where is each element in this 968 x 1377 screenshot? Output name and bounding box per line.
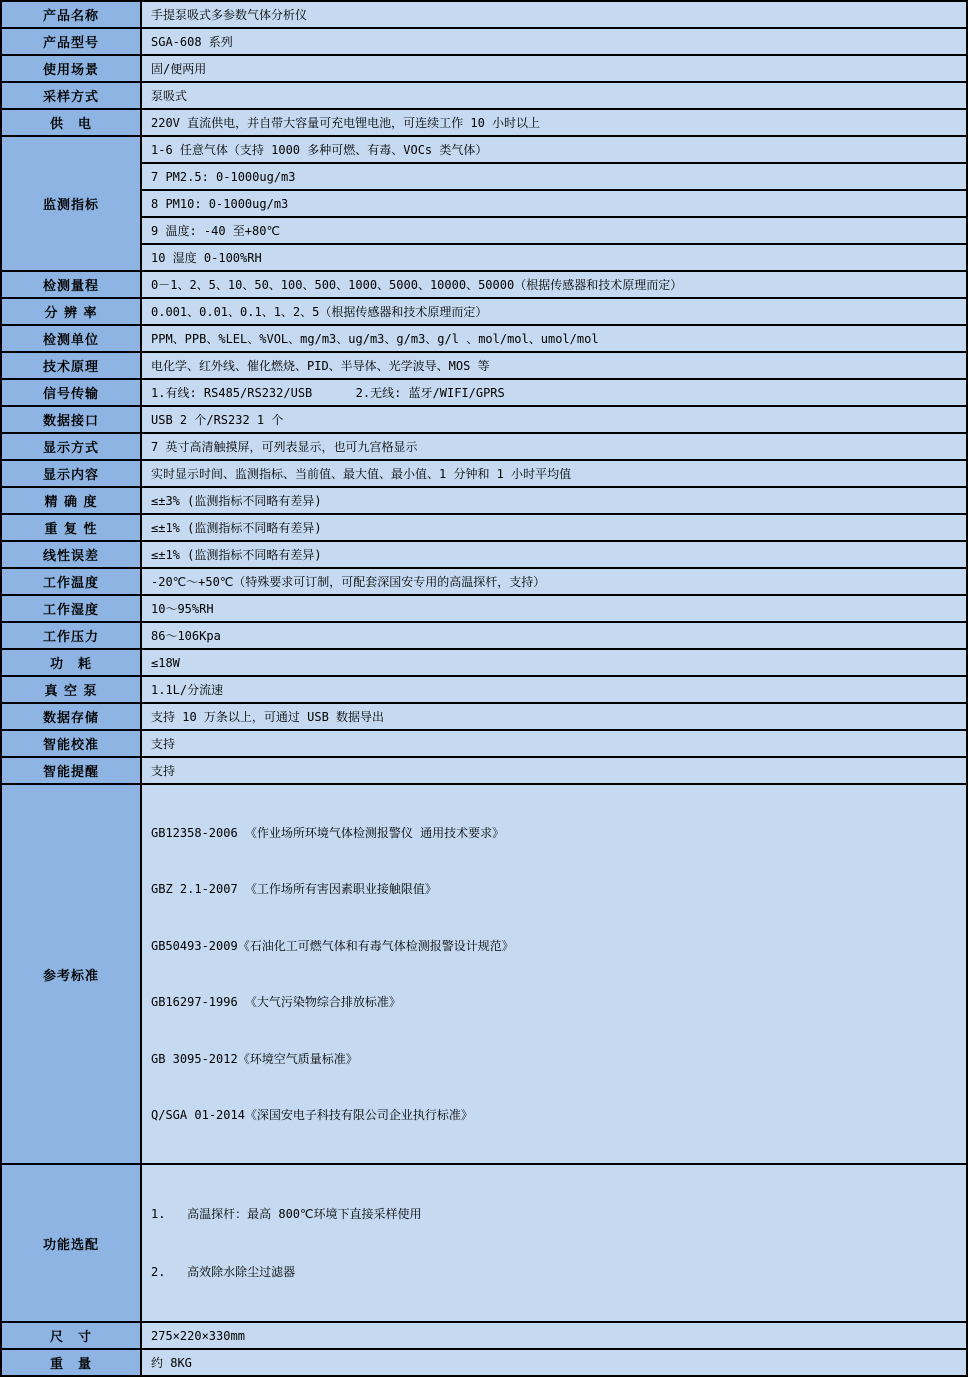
standard-line: GBZ 2.1-2007 《工作场所有害因素职业接触限值》: [151, 882, 437, 897]
display-mode-value: 7 英寸高清触摸屏，可列表显示，也可九宫格显示: [141, 433, 967, 460]
working-pressure-label: 工作压力: [1, 622, 141, 649]
working-pressure-value: 86～106Kpa: [141, 622, 967, 649]
standard-line: GB16297-1996 《大气污染物综合排放标准》: [151, 995, 401, 1010]
row-product-name: [1, 1, 967, 28]
data-interface-label: 数据接口: [1, 406, 141, 433]
reference-standards-label: 参考标准: [1, 784, 141, 1164]
product-model-label: 产品型号: [1, 28, 141, 55]
smart-reminder-value: 支持: [141, 757, 967, 784]
row-display-content: [1, 460, 967, 487]
monitoring-pm10-value: 8 PM10: 0-1000ug/m3: [141, 190, 967, 217]
detection-range-value: 0－1、2、5、10、50、100、500、1000、5000、10000、50000（根据传感器和技术原理而定）: [141, 271, 967, 298]
row-display-mode: [1, 433, 967, 460]
monitoring-humidity-value: 10 湿度 0-100%RH: [141, 244, 967, 271]
standard-line: GB50493-2009《石油化工可燃气体和有毒气体检测报警设计规范》: [151, 938, 514, 953]
row-monitoring-humidity: [1, 244, 967, 271]
sampling-method-label: 采样方式: [1, 82, 141, 109]
vacuum-pump-value: 1.1L/分流速: [141, 676, 967, 703]
monitoring-indicators-label: 监测指标: [1, 136, 141, 271]
product-name-value: 手提泵吸式多参数气体分析仪: [141, 1, 967, 28]
row-working-humidity: [1, 595, 967, 622]
optional-functions-value: [141, 1164, 967, 1322]
dimensions-value: 275×220×330mm: [141, 1322, 967, 1349]
row-technical-principle: [1, 352, 967, 379]
row-monitoring-pm25: [1, 163, 967, 190]
power-supply-value: 220V 直流供电，并自带大容量可充电锂电池，可连续工作 10 小时以上: [141, 109, 967, 136]
display-content-label: 显示内容: [1, 460, 141, 487]
row-resolution: [1, 298, 967, 325]
row-dimensions: [1, 1322, 967, 1349]
sampling-method-value: 泵吸式: [141, 82, 967, 109]
smart-calibration-label: 智能校准: [1, 730, 141, 757]
technical-principle-label: 技术原理: [1, 352, 141, 379]
row-sampling-method: [1, 82, 967, 109]
working-temperature-value: -20℃～+50℃（特殊要求可订制，可配套深国安专用的高温探杆，支持）: [141, 568, 967, 595]
row-working-temperature: [1, 568, 967, 595]
row-accuracy: [1, 487, 967, 514]
resolution-value: 0.001、0.01、0.1、1、2、5（根据传感器和技术原理而定）: [141, 298, 967, 325]
display-content-value: 实时显示时间、监测指标、当前值、最大值、最小值、1 分钟和 1 小时平均值: [141, 460, 967, 487]
row-optional-functions: [1, 1164, 967, 1322]
detection-unit-label: 检测单位: [1, 325, 141, 352]
detection-unit-value: PPM、PPB、%LEL、%VOL、mg/m3、ug/m3、g/m3、g/l 、mol/mol、umol/mol: [141, 325, 967, 352]
row-smart-reminder: [1, 757, 967, 784]
weight-label: 重 量: [1, 1349, 141, 1376]
working-humidity-value: 10～95%RH: [141, 595, 967, 622]
repeatability-value: ≤±1% (监测指标不同略有差异): [141, 514, 967, 541]
row-repeatability: [1, 514, 967, 541]
product-model-value: SGA-608 系列: [141, 28, 967, 55]
power-supply-label: 供 电: [1, 109, 141, 136]
power-consumption-label: 功 耗: [1, 649, 141, 676]
smart-reminder-label: 智能提醒: [1, 757, 141, 784]
dimensions-label: 尺 寸: [1, 1322, 141, 1349]
display-mode-label: 显示方式: [1, 433, 141, 460]
row-reference-standards: [1, 784, 967, 1164]
option-line: 1. 高温探杆：最高 800℃环境下直接采样使用: [151, 1207, 422, 1222]
reference-standards-value: [141, 784, 967, 1164]
vacuum-pump-label: 真 空 泵: [1, 676, 141, 703]
working-temperature-label: 工作温度: [1, 568, 141, 595]
row-vacuum-pump: [1, 676, 967, 703]
standard-line: GB12358-2006 《作业场所环境气体检测报警仪 通用技术要求》: [151, 826, 505, 840]
linearity-error-value: ≤±1% (监测指标不同略有差异): [141, 541, 967, 568]
signal-transmission-value: 1.有线: RS485/RS232/USB 2.无线: 蓝牙/WIFI/GPRS: [141, 379, 967, 406]
row-data-storage: [1, 703, 967, 730]
weight-value: 约 8KG: [141, 1349, 967, 1376]
option-line: 2. 高效除水除尘过滤器: [151, 1265, 296, 1280]
row-data-interface: [1, 406, 967, 433]
signal-transmission-label: 信号传输: [1, 379, 141, 406]
usage-scenario-value: 固/便两用: [141, 55, 967, 82]
optional-functions-label: 功能选配: [1, 1164, 141, 1322]
row-product-model: [1, 28, 967, 55]
accuracy-label: 精 确 度: [1, 487, 141, 514]
standard-line: Q/SGA 01-2014《深国安电子科技有限公司企业执行标准》: [151, 1108, 473, 1123]
working-humidity-label: 工作湿度: [1, 595, 141, 622]
repeatability-label: 重 复 性: [1, 514, 141, 541]
row-linearity-error: [1, 541, 967, 568]
monitoring-gas-value: 1-6 任意气体（支持 1000 多种可燃、有毒、VOCs 类气体）: [141, 136, 967, 163]
row-signal-transmission: [1, 379, 967, 406]
row-weight: [1, 1349, 967, 1376]
smart-calibration-value: 支持: [141, 730, 967, 757]
row-power-consumption: [1, 649, 967, 676]
product-name-label: 产品名称: [1, 1, 141, 28]
detection-range-label: 检测量程: [1, 271, 141, 298]
monitoring-pm25-value: 7 PM2.5: 0-1000ug/m3: [141, 163, 967, 190]
standard-line: GB 3095-2012《环境空气质量标准》: [151, 1051, 358, 1066]
row-usage-scenario: [1, 55, 967, 82]
row-monitoring-gas: [1, 136, 967, 163]
resolution-label: 分 辨 率: [1, 298, 141, 325]
row-monitoring-pm10: [1, 190, 967, 217]
usage-scenario-label: 使用场景: [1, 55, 141, 82]
data-storage-value: 支持 10 万条以上，可通过 USB 数据导出: [141, 703, 967, 730]
power-consumption-value: ≤18W: [141, 649, 967, 676]
row-smart-calibration: [1, 730, 967, 757]
monitoring-temperature-value: 9 温度: -40 至+80℃: [141, 217, 967, 244]
row-power-supply: [1, 109, 967, 136]
row-working-pressure: [1, 622, 967, 649]
row-monitoring-temperature: [1, 217, 967, 244]
row-detection-unit: [1, 325, 967, 352]
data-interface-value: USB 2 个/RS232 1 个: [141, 406, 967, 433]
accuracy-value: ≤±3% (监测指标不同略有差异): [141, 487, 967, 514]
technical-principle-value: 电化学、红外线、催化燃烧、PID、半导体、光学波导、MOS 等: [141, 352, 967, 379]
row-detection-range: [1, 271, 967, 298]
linearity-error-label: 线性误差: [1, 541, 141, 568]
data-storage-label: 数据存储: [1, 703, 141, 730]
